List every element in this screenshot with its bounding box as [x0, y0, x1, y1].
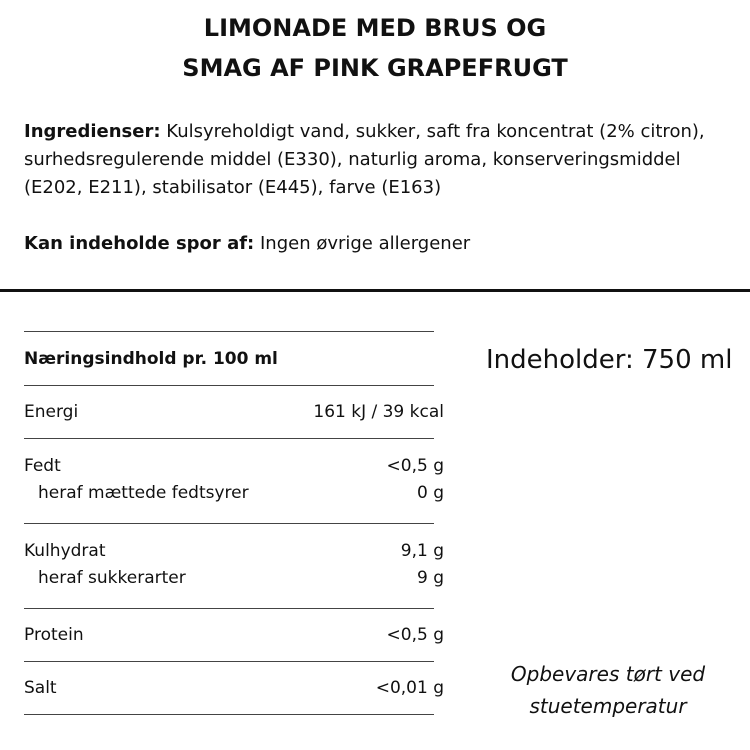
- protein-value: <0,5 g: [386, 625, 444, 645]
- table-row-energy: [24, 386, 444, 438]
- allergen-section: [24, 230, 724, 258]
- protein-label: Protein: [24, 625, 84, 645]
- title-line-2: SMAG AF PINK GRAPEFRUGT: [182, 54, 568, 82]
- nutrition-header-label: Næringsindhold pr. 100 ml: [24, 348, 278, 369]
- storage-instructions: [478, 658, 738, 722]
- product-title: [0, 8, 750, 88]
- ingredients-label: Ingredienser:: [24, 121, 161, 142]
- table-row-carbs: [24, 524, 444, 608]
- title-line-1: LIMONADE MED BRUS OG: [203, 14, 547, 42]
- table-row-protein: [24, 609, 444, 661]
- saturated-fat-label: heraf mættede fedtsyrer: [38, 483, 249, 503]
- carbs-label: Kulhydrat: [24, 541, 106, 561]
- sugars-value: 9 g: [416, 568, 444, 588]
- allergen-text: Ingen øvrige allergener: [254, 233, 471, 254]
- salt-value: <0,01 g: [375, 678, 444, 698]
- table-row-fat: [24, 439, 444, 523]
- fat-label: Fedt: [24, 456, 61, 476]
- allergen-label: Kan indeholde spor af:: [24, 233, 255, 254]
- fat-value: <0,5 g: [386, 456, 444, 476]
- section-divider: [0, 289, 750, 292]
- nutrition-header: [24, 332, 444, 385]
- ingredients-section: [24, 118, 724, 202]
- table-rule: [24, 714, 434, 715]
- salt-label: Salt: [24, 678, 57, 698]
- carbs-value: 9,1 g: [400, 541, 444, 561]
- storage-line-1: Opbevares tørt ved: [510, 662, 706, 686]
- ingredients-text: Kulsyreholdigt vand, sukker, saft fra koncentrat (2% citron), surhedsregulerende middel (E330), naturlig aroma, konserveringsmiddel (E202, E211), stabilisator (E445), farve (E163): [24, 121, 705, 198]
- net-contents: Indeholder: 750 ml: [486, 345, 733, 375]
- nutrition-table: [24, 331, 444, 715]
- sugars-label: heraf sukkerarter: [38, 568, 186, 588]
- energy-value: 161 kJ / 39 kcal: [313, 402, 444, 422]
- saturated-fat-value: 0 g: [416, 483, 444, 503]
- storage-line-2: stuetemperatur: [529, 694, 687, 718]
- table-row-salt: [24, 662, 444, 714]
- energy-label: Energi: [24, 402, 79, 422]
